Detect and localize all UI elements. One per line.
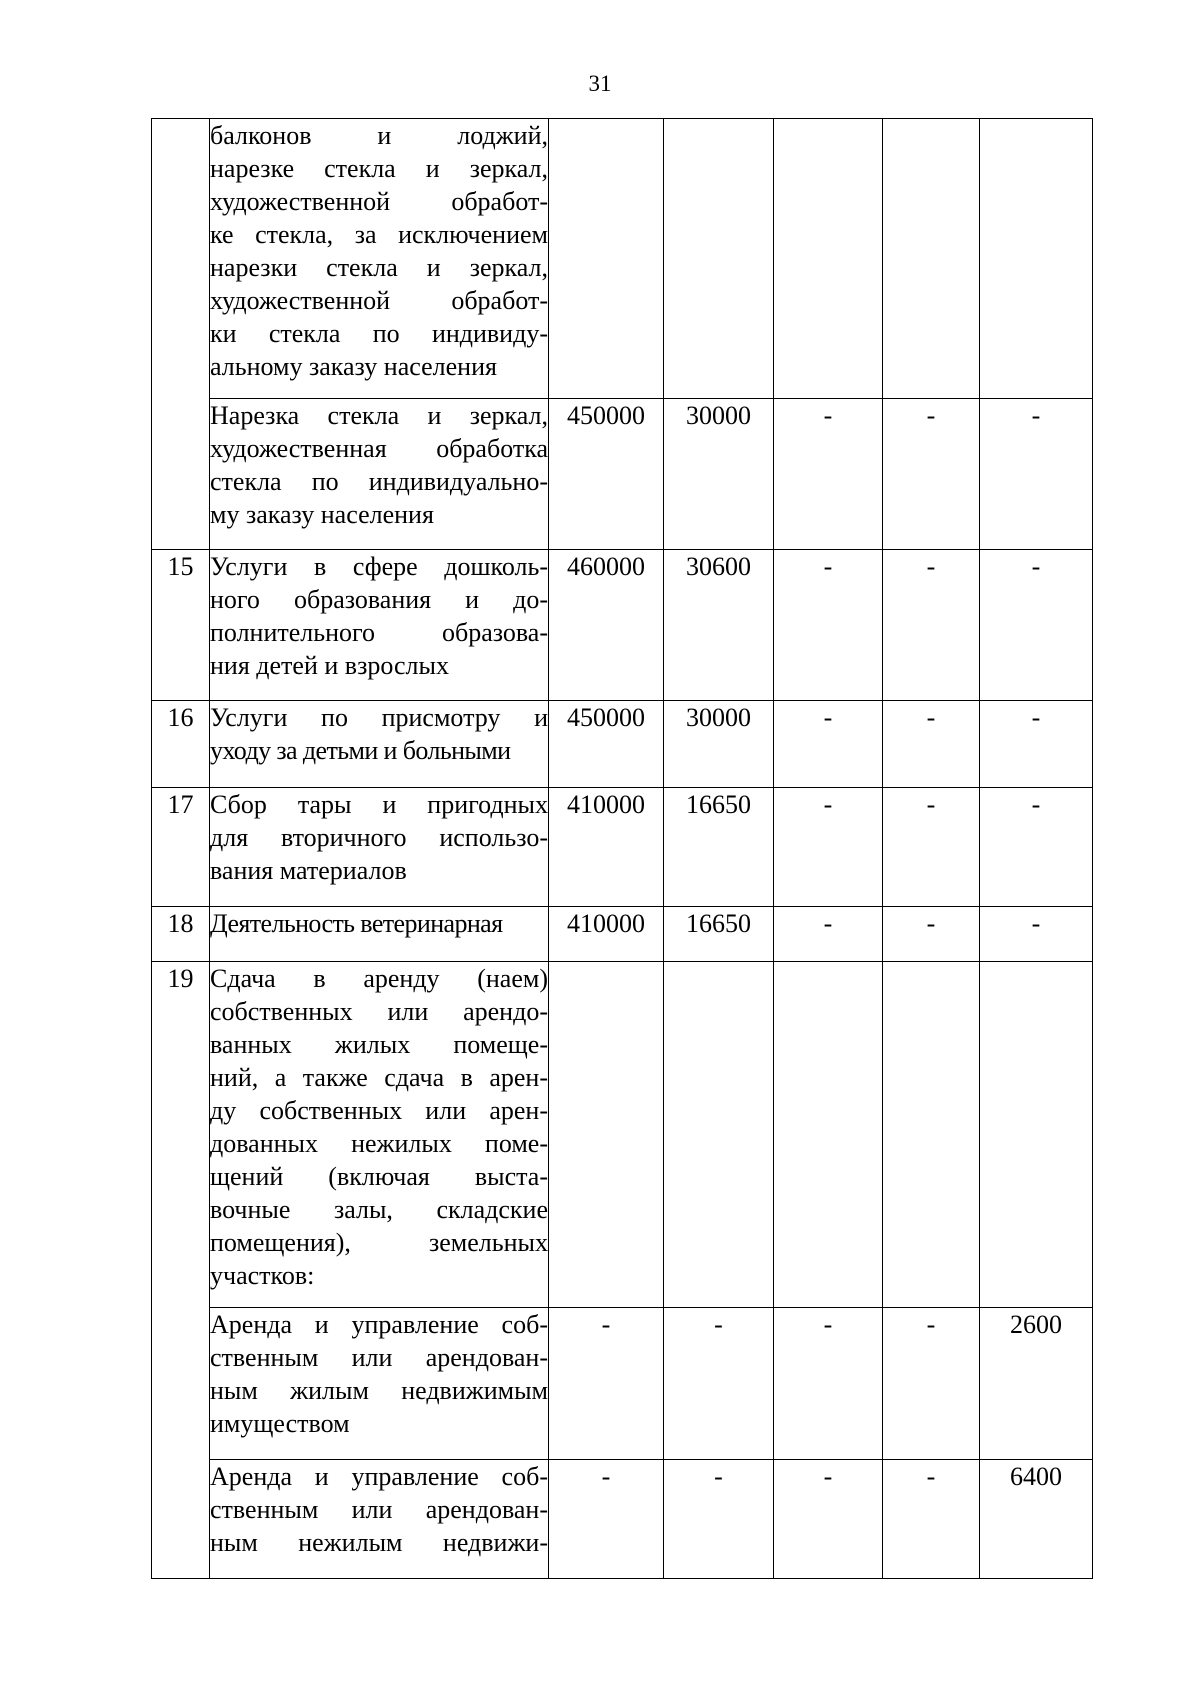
table-row [152,119,1093,399]
description-line: ванных жилых помеще- [210,1030,548,1059]
row-description [210,550,549,701]
value-cell: - [980,701,1093,788]
description-line: нарезке стекла и зеркал, [210,154,548,183]
description-line: Нарезка стекла и зеркал, [210,401,548,430]
value-cell [774,962,883,1308]
row-number-cell: 15 [152,550,210,701]
value-cell: - [774,907,883,962]
row-description [210,119,549,399]
table-row [152,701,1093,788]
description-line: собственных или арендо- [210,997,548,1026]
value-cell: 410000 [549,907,664,962]
table-row [152,399,1093,550]
description-line: ки стекла по индивиду- [210,319,548,348]
value-cell [664,119,774,399]
row-number-cell: 17 [152,788,210,907]
value-cell: 2600 [980,1308,1093,1460]
row-description [210,1460,549,1579]
table-row [152,788,1093,907]
value-cell: - [980,788,1093,907]
row-description [210,399,549,550]
value-cell: - [549,1460,664,1579]
row-description [210,788,549,907]
value-cell [664,962,774,1308]
description-line: ным жилым недвижимым [210,1376,548,1405]
row-description [210,1308,549,1460]
description-line: Услуги в сфере дошколь- [210,552,548,581]
table-row [152,1460,1093,1579]
description-line: му заказу населения [210,500,434,529]
table-row [152,962,1093,1308]
table-row [152,907,1093,962]
description-line: ний, а также сдача в арен- [210,1063,548,1092]
row-number-cell: 16 [152,701,210,788]
description-line: ного образования и до- [210,585,548,614]
description-line: Сбор тары и пригодных [210,790,548,819]
description-line: Услуги по присмотру и [210,703,548,732]
value-cell: 450000 [549,399,664,550]
description-line: художественная обработка [210,434,548,463]
value-cell: - [549,1308,664,1460]
row-description [210,962,549,1308]
value-cell: - [883,550,980,701]
description-line: для вторичного использо- [210,823,548,852]
description-line: ственным или арендован- [210,1495,548,1524]
row-number-cell: 19 [152,962,210,1579]
value-cell [549,119,664,399]
value-cell: - [774,1460,883,1579]
description-line: участков: [210,1261,315,1290]
value-cell: - [980,550,1093,701]
value-cell [980,119,1093,399]
value-cell: - [774,788,883,907]
row-number-cell [152,119,210,550]
value-cell: - [664,1308,774,1460]
description-line: ния детей и взрослых [210,651,449,680]
description-line: имуществом [210,1409,350,1438]
value-cell [774,119,883,399]
value-cell: 410000 [549,788,664,907]
value-cell: - [883,1308,980,1460]
description-line: вочные залы, складские [210,1195,548,1224]
description-line: Сдача в аренду (наем) [210,964,548,993]
value-cell [549,962,664,1308]
value-cell: 30000 [664,399,774,550]
page-number: 31 [588,71,612,96]
description-line: ственным или арендован- [210,1343,548,1372]
value-cell: 30600 [664,550,774,701]
row-description [210,701,549,788]
description-line: нарезки стекла и зеркал, [210,253,548,282]
description-line: вания материалов [210,856,407,885]
description-line: дованных нежилых поме- [210,1129,548,1158]
value-cell: 30000 [664,701,774,788]
value-cell: - [883,1460,980,1579]
value-cell [980,962,1093,1308]
table-row [152,550,1093,701]
description-line: щений (включая выста- [210,1162,548,1191]
description-line: альному заказу населения [210,352,497,381]
row-description [210,907,549,962]
value-cell: - [980,399,1093,550]
table-row [152,1308,1093,1460]
value-cell: - [883,701,980,788]
value-cell: - [664,1460,774,1579]
value-cell: 450000 [549,701,664,788]
description-line: художественной обработ- [210,286,548,315]
value-cell: - [980,907,1093,962]
description-line: ду собственных или арен- [210,1096,548,1125]
value-cell: - [883,907,980,962]
description-line: полнительного образова- [210,618,548,647]
value-cell [883,962,980,1308]
value-cell: - [883,399,980,550]
row-number-cell: 18 [152,907,210,962]
value-cell: 16650 [664,788,774,907]
description-line: стекла по индивидуально- [210,467,548,496]
value-cell: 6400 [980,1460,1093,1579]
value-cell [883,119,980,399]
value-cell: - [774,399,883,550]
description-line: Деятельность ветеринарная [210,909,503,938]
description-line: балконов и лоджий, [210,121,548,150]
description-line: художественной обработ- [210,187,548,216]
value-cell: - [774,550,883,701]
description-line: ным нежилым недвижи- [210,1528,548,1557]
tariff-table [151,118,1093,1579]
value-cell: - [883,788,980,907]
description-line: Аренда и управление соб- [210,1462,548,1491]
description-line: ке стекла, за исключением [210,220,548,249]
description-line: Аренда и управление соб- [210,1310,548,1339]
value-cell: 16650 [664,907,774,962]
description-line: уходу за детьми и больными [210,736,511,765]
description-line: помещения), земельных [210,1228,548,1257]
value-cell: - [774,701,883,788]
value-cell: 460000 [549,550,664,701]
value-cell: - [774,1308,883,1460]
